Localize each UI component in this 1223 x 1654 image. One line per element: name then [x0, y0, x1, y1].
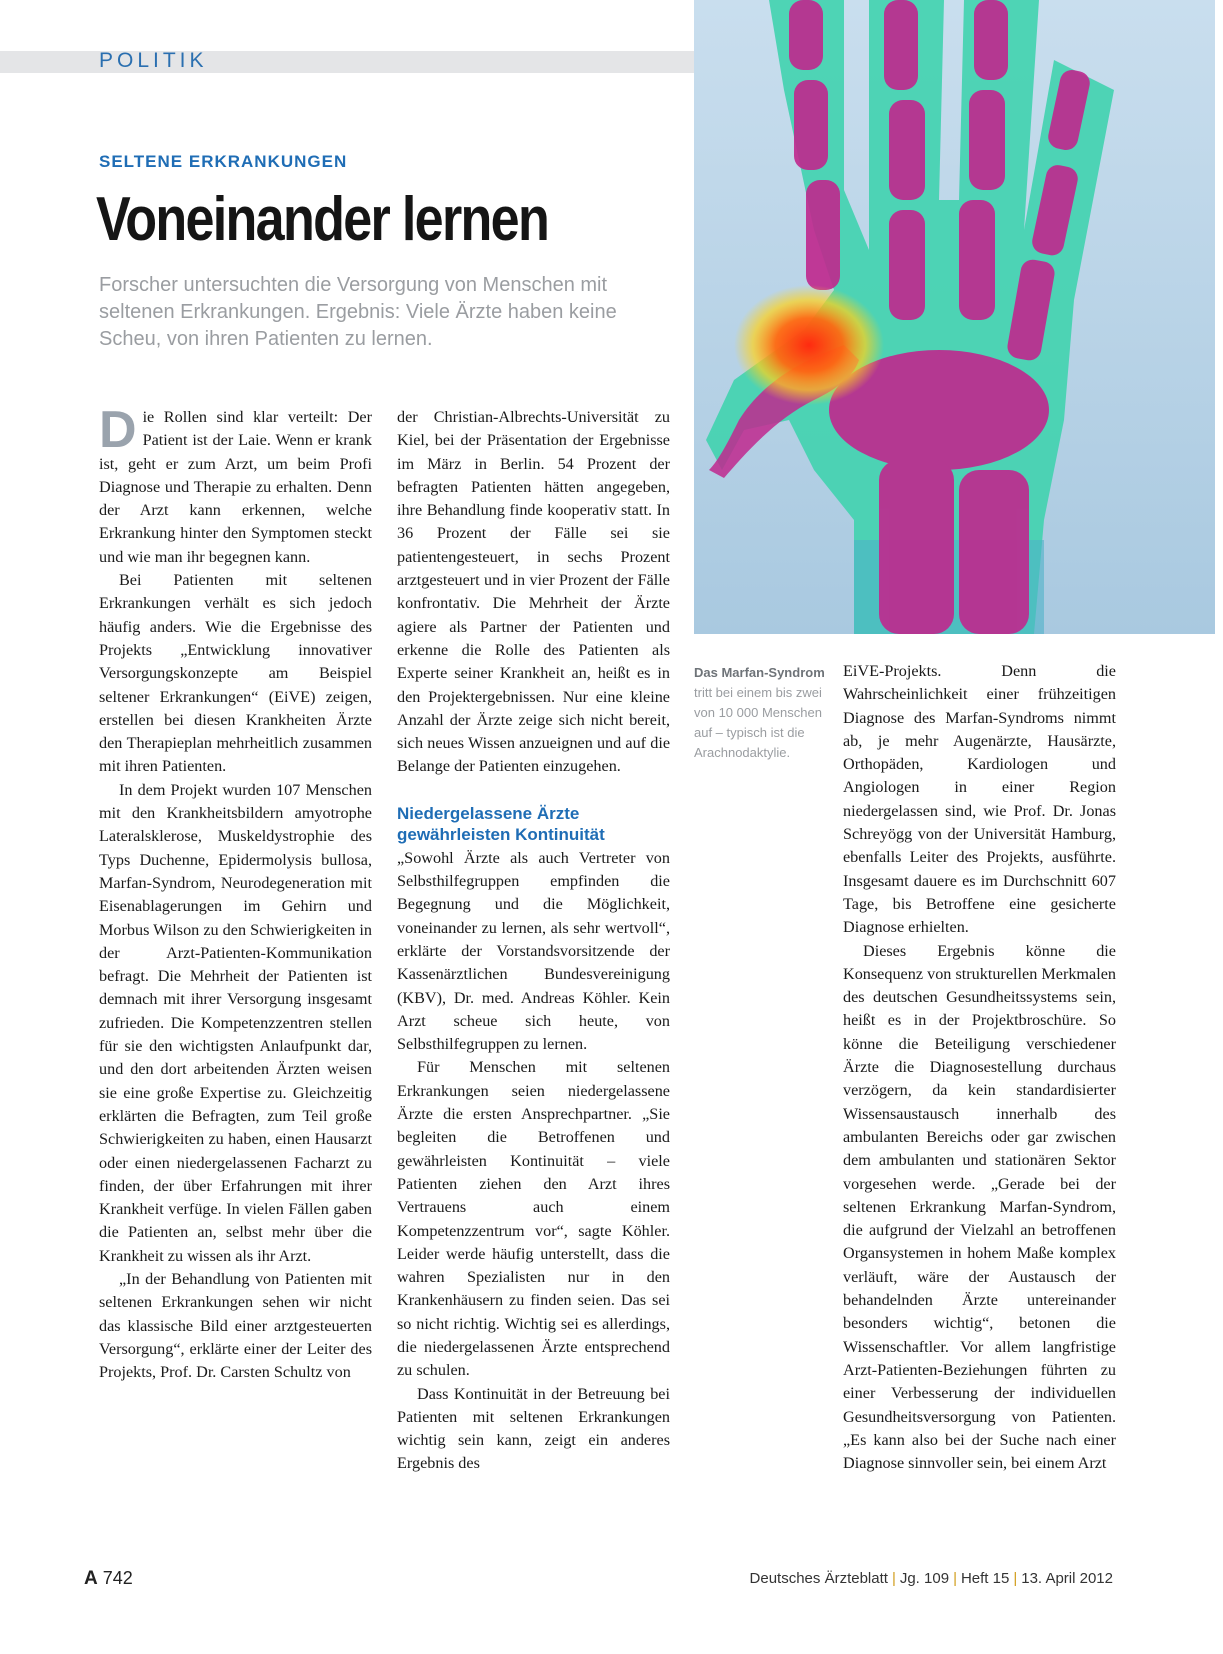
footer-separator: | [953, 1570, 957, 1587]
article-subheading: Niedergelassene Ärzte gewährleisten Kontinuität [397, 803, 605, 844]
paragraph: der Christian-Albrechts-Universität zu Kiel, bei der Präsentation der Ergebnisse im März in Berlin. 54 Prozent der befragten Patienten hätten angegeben, ihre Behandlung finde kooperativ statt. In 36 Prozent der Fälle sei sie patientengesteuert, in sechs Prozent arztgesteuert und in vier Prozent der Fälle konfrontativ. Die Mehrheit der Ärzte agiere als Partner der Patienten und erkenne die Rolle des Patienten als Experte seiner Krankheit an, heißt es in den Projektergebnissen. Nur eine kleine Anzahl der Ärzte zeige sich nicht bereit, sich neues Wissen anzueignen und auf die Belange der Patienten einzugehen. [397, 408, 670, 776]
page-number-value: 742 [102, 1568, 133, 1588]
caption-text: tritt bei einem bis zwei von 10 000 Menschen auf – typisch ist die Arachnodaktylie. [694, 685, 822, 760]
footer-separator: | [891, 1570, 896, 1587]
paragraph: EiVE-Projekts. Denn die Wahrscheinlichkeit einer frühzeitigen Diagnose des Marfan-Syndroms nimmt ab, je mehr Augenärzte, Hausärzte, Orthopäden, Kardiologen und Angiologen in einer Region niedergelassen sind, wie Prof. Dr. Jonas Schreyögg von der Universität Hamburg, ebenfalls Leiter des Projekts, ausführte. Insgesamt dauere es im Durchschnitt 607 Tage, bis Betroffene eine gesicherte Diagnose erhielten. [843, 662, 1116, 937]
article-column-1 [99, 401, 372, 1384]
article-column-2 [397, 406, 670, 1476]
journal-volume: Jg. 109 [899, 1570, 950, 1587]
article-title: Voneinander lernen [96, 185, 549, 254]
image-caption [694, 663, 829, 763]
paragraph: „Sowohl Ärzte als auch Vertreter von Selbsthilfegruppen empfinden die Begegnung und die Möglichkeit, voneinander zu lernen, als sehr wertvoll“, erklärte der Vorstandsvorsitzende der Kassenärztlichen Bundesvereinigung (KBV), Dr. med. Andreas Köhler. Kein Arzt scheue sich heute, von Selbsthilfegruppen zu lernen. [397, 848, 670, 1054]
page-prefix: A [84, 1568, 98, 1589]
section-label: POLITIK [99, 49, 208, 72]
article-kicker: SELTENE ERKRANKUNGEN [99, 152, 348, 171]
drop-cap: D [99, 401, 137, 459]
article-column-3 [843, 660, 1116, 1475]
paragraph [99, 401, 372, 569]
journal-name: Deutsches Ärzteblatt [749, 1570, 888, 1587]
journal-footer [750, 1570, 1113, 1587]
paragraph: Dass Kontinuität in der Betreuung bei Patienten mit seltenen Erkrankungen wichtig sein kann, zeigt ein anderes Ergebnis des [397, 1384, 670, 1473]
paragraph-text: ie Rollen sind klar verteilt: Der Patient ist der Laie. Wenn er krank ist, geht er zum Arzt, um beim Profi Diagnose und Therapie zu erhalten. Denn der Arzt kann erkennen, welche Erkrankung hinter den Symptomen steckt und wie man ihr begegnen kann. [99, 408, 372, 566]
article-lead: Forscher untersuchten die Versorgung von Menschen mit seltenen Erkrankungen. Ergebnis: Viele Ärzte haben keine Scheu, von ihren Patienten zu lernen. [99, 274, 617, 350]
caption-bold: Das Marfan-Syndrom [694, 665, 825, 680]
footer-separator: | [1013, 1570, 1018, 1587]
paragraph: Dieses Ergebnis könne die Konsequenz von strukturellen Merkmalen des deutschen Gesundheitssystems sein, heißt es in der Projektbroschüre. So könne die Beteiligung verschiedener Ärzte die Diagnosestellung durchaus verzögern, da kein standardisierter Wissensaustausch innerhalb des ambulanten Bereichs oder gar zwischen dem ambulanten und stationären Sektor vorgesehen werde. „Gerade bei der seltenen Erkrankung Marfan-Syndrom, die aufgrund der Vielzahl an betroffenen Organsystemen in hohem Maße komplex verläuft, wäre der Austausch der behandelnden Ärzte untereinander besonders wichtig“, betonen die Wissenschaftler. Vor allem langfristige Arzt-Patienten-Beziehungen führten zu einer Verbesserung der individuellen Gesundheitsversorgung von Patienten. „Es kann also bei der Suche nach einer Diagnose sinnvoller sein, bei einem Arzt [843, 941, 1116, 1473]
paragraph: Bei Patienten mit seltenen Erkrankungen verhält es sich jedoch häufig anders. Wie die Ergebnisse des Projekts „Entwicklung innovativer Versorgungskonzepte am Beispiel seltener Erkrankungen“ (EiVE) zeigen, erstellen bei diesen Krankheiten Ärzte den Therapieplan mehrheitlich zusammen mit ihren Patienten. [99, 571, 372, 776]
paragraph: Für Menschen mit seltenen Erkrankungen seien niedergelassene Ärzte die ersten Ansprechpartner. „Sie begleiten die Betroffenen und gewährleisten Kontinuität – viele Patienten ziehen den Arzt ihres Vertrauens auch einem Kompetenzzentrum vor“, sagte Köhler. Leider werde häufig unterstellt, dass die wahren Spezialisten nur in den Krankenhäusern zu finden seien. Das sei so nicht richtig. Wichtig sei es allerdings, die niedergelassenen Ärzte entsprechend zu schulen. [397, 1058, 670, 1380]
paragraph: In dem Projekt wurden 107 Menschen mit den Krankheitsbildern amyotrophe Lateralsklerose, Muskeldystrophie des Typs Duchenne, Epidermolysis bullosa, Marfan-Syndrom, Neurodegeneration mit Eisenablagerungen im Gehirn und Morbus Wilson zu den Schwierigkeiten in der Arzt-Patienten-Kommunikation befragt. Die Mehrheit der Patienten ist demnach mit ihrer Versorgung insgesamt zufrieden. Die Kompetenzzentren stellen für sie den wichtigsten Anlaufpunkt dar, und den dort arbeitenden Ärzten weisen sie eine große Expertise zu. Gleichzeitig erklärten die Befragten, zum Teil große Schwierigkeiten zu haben, einen Hausarzt oder einen niedergelassenen Facharzt zu finden, der über Erfahrungen mit ihrer Krankheit verfüge. In vielen Fällen gaben die Patienten an, selbst mehr über die Krankheit zu wissen als ihr Arzt. [99, 780, 372, 1265]
xray-hand-image [694, 0, 1215, 634]
paragraph: „In der Behandlung von Patienten mit seltenen Erkrankungen sehen wir nicht das klassische Bild einer arztgesteuerten Versorgung“, erklärte einer der Leiter des Projekts, Prof. Dr. Carsten Schultz von [99, 1269, 372, 1382]
journal-issue: Heft 15 [960, 1570, 1010, 1587]
page-number [84, 1568, 133, 1590]
journal-date: 13. April 2012 [1021, 1570, 1113, 1587]
